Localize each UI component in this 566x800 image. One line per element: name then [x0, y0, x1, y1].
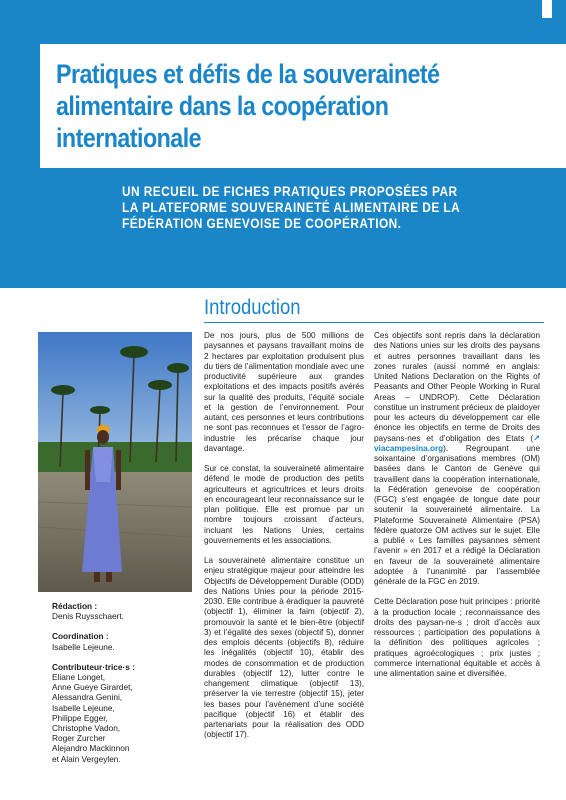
- document-subtitle: UN RECUEIL DE FICHES PRATIQUES PROPOSÉES PAR LA PLATEFORME SOUVERAINETÉ ALIMENTAIRE DE LA FÉDÉRATION GENEVOISE DE COOPÉRATION.: [122, 184, 460, 231]
- body-column-2: [374, 331, 540, 689]
- corner-notch: [542, 0, 552, 18]
- viacampesina-link[interactable]: ↗ viacampesina.org: [374, 433, 540, 453]
- paragraph: [374, 331, 540, 587]
- contributor: Roger Zurcher: [52, 733, 106, 744]
- credits-block: [52, 601, 192, 774]
- contributor: Eliane Longet,: [52, 672, 106, 683]
- coordination-label: Coordination :: [52, 631, 109, 642]
- section-title: Introduction: [204, 296, 301, 319]
- contributor: Alejandro Mackinnon: [52, 743, 130, 754]
- contributor: Philippe Egger,: [52, 712, 108, 723]
- paragraph: La souveraineté alimentaire constitue un enjeu stratégique majeur pour atteindre les Objectifs de Développement Durable (ODD) des Nations Unies pour la période 2015-2030. Elle contribue à éradiquer la pauvreté (objectif 1), éliminer la faim (objectif 2), promouvoir la santé et le bien-être (objectif 3) et l’égalité des sexes (objectif 5), donner des emplois décents (objectifs 8), réduire les inégalités (objectif 10), établir des modes de consommation et de production durables (objectif 12), lutter contre le changement climatique (objectif 13), préserver la vie terrestre (objectif 15), jeter les bases pour l’avènement d’une société pacifique (objectif 16) et établir des partenariats pour la réalisation des ODD (objectif 17).: [204, 556, 364, 740]
- redaction-label: Rédaction :: [52, 601, 98, 611]
- contributors-label: Contributeur·trice·s :: [52, 661, 135, 672]
- contributor: Anne Gueye Girardet,: [52, 682, 133, 693]
- paragraph-text: ). Regroupant une soixantaine d’organisations membres (OM) basées dans le Canton de Genève qui travaillent dans la coopération internationale, la Fédération genevoise de coopération (FGC) s’est engagée de longue date pour soutenir la souveraineté alimentaire. La Plateforme Souveraineté Alimentaire (PSA) fédère quatorze OM actives sur le sujet. Elle a publié « Les familles paysannes sèment l’avenir » en 2017 et a rédigé la Déclaration en faveur de la souveraineté alimentaire adoptée à l’unanimité par l’assemblée générale de la FGC en 2019.: [374, 443, 540, 586]
- document-title: Pratiques et défis de la souveraineté alimentaire dans la coopération internationale: [56, 59, 440, 153]
- body-column-1: [204, 331, 364, 751]
- contributor: Christophe Vadon,: [52, 723, 121, 734]
- contributor: Alessandra Genini,: [52, 692, 123, 703]
- paragraph: De nos jours, plus de 500 millions de paysannes et paysans travaillant moins de 2 hectares par exploitation produisent plus du tiers de l’alimentation mondiale avec une productivité supérieure aux grandes exploitations et des impacts positifs avérés sur la qualité des produits, l’équité sociale et la gestion de l’environnement. Pour autant, ces personnes et leurs contributions ne sont pas reconnues et l’essor de l’agro-industrie les précarise chaque jour davantage.: [204, 331, 364, 453]
- paragraph: Sur ce constat, la souveraineté alimentaire défend le mode de production des petits agriculteurs et agricultrices et leurs droits en encourageant leur reconnaissance sur le plan politique. Elle est promue par un nombre toujours croissant d’acteurs, incluant les Nations Unies, certains gouvernements et les associations.: [204, 464, 364, 545]
- woman-in-field-photo: [38, 332, 192, 592]
- contributor: Isabelle Lejeune,: [52, 702, 115, 713]
- paragraph-text: Ces objectifs sont repris dans la déclaration des Nations unies sur les droits des paysans et autres personnes travaillant dans les zones rurales (aussi nommé en anglais: United Nations Declaration on the Rights of Peasants and Other People Working in Rural Areas – UNDROP). Cette Déclaration constitue un instrument précieux de plaidoyer pour les acteurs du développement car elle énonce les objectifs en terme de Droits des paysans-nes et d’obligation des Etats (: [374, 331, 540, 443]
- section-rule: [204, 322, 544, 323]
- contributor: et Alain Vergeylen.: [52, 753, 121, 764]
- redaction-value: Denis Ruysschaert.: [52, 611, 124, 622]
- coordination-value: Isabelle Lejeune.: [52, 641, 115, 652]
- paragraph: Cette Déclaration pose huit principes : priorité à la production locale ; reconnaissance des droits des paysan-ne-s ; droit d’accès aux ressources ; participation des populations à la définition des politiques agricoles ; pratiques agroécologiques ; prix justes ; commerce international équitable et accès à une alimentation saine et diversifiée.: [374, 597, 540, 678]
